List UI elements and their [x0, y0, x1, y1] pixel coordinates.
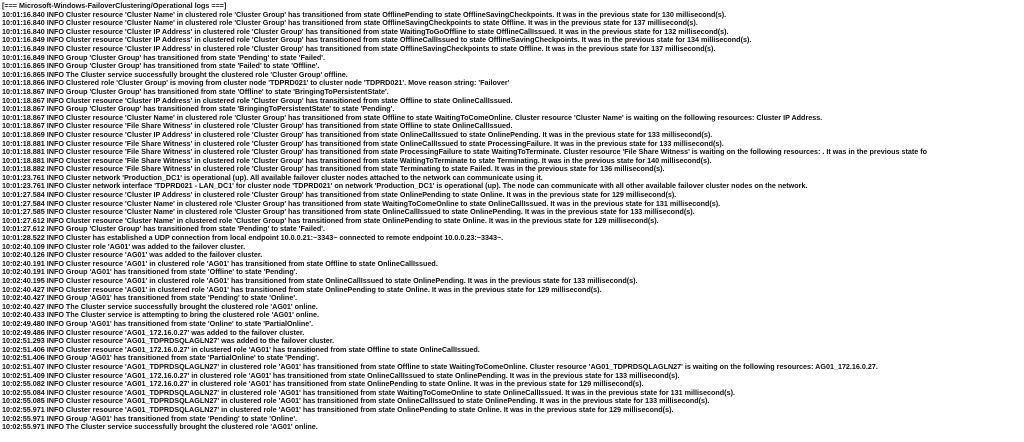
log-lines: [2, 11, 1020, 432]
log-line: 10:02:49.486 INFO Cluster resource 'AG01_172.16.0.27' was added to the failover cluster.: [2, 328, 305, 337]
log-line: 10:01:16.840 INFO Cluster resource 'Cluster Name' in clustered role 'Cluster Group' has transitioned from state OfflinePending to state OfflineSavingCheckpoints. It was in the previous state for 130 millisecond(s).: [2, 10, 727, 19]
log-line: 10:01:27.612 INFO Cluster resource 'Cluster Name' in clustered role 'Cluster Group' has transitioned from state OnlinePending to state Online. It was in the previous state for 129 millisecond(s).: [2, 216, 659, 225]
log-line: 10:01:27.584 INFO Cluster resource 'Cluster Name' in clustered role 'Cluster Group' has transitioned from state WaitingToComeOnline to state OnlineCallIssued. It was in the previous state for 131 millisecond(s).: [2, 199, 721, 208]
log-line: 10:01:18.882 INFO Cluster resource 'File Share Witness' in clustered role 'Cluster Group' has transitioned from state Terminating to state Failed. It was in the previous state for 136 millisecond(s).: [2, 165, 665, 174]
log-line: 10:02:55.082 INFO Cluster resource 'AG01_172.16.0.27' in clustered role 'AG01' has transitioned from state OnlinePending to state Online. It was in the previous state for 129 millisecond(s).: [2, 380, 644, 389]
log-line: 10:01:16.865 INFO The Cluster service successfully brought the clustered role 'Cluster Group' offline.: [2, 70, 348, 79]
log-line: 10:01:18.881 INFO Cluster resource 'File Share Witness' in clustered role 'Cluster Group' has transitioned from state WaitingToTerminate to state Terminating. It was in the previous state for 140 millisecond(s).: [2, 156, 712, 165]
log-line: 10:01:16.849 INFO Group 'Cluster Group' has transitioned from state 'Pending' to state 'Failed'.: [2, 53, 325, 62]
log-line: 10:01:16.849 INFO Cluster resource 'Cluster IP Address' in clustered role 'Cluster Group' has transitioned from state OfflineCallIssued to state OfflineSavingCheckpoints. It was in the previous state for 134 millisecond(s).: [2, 36, 752, 45]
log-line: 10:01:23.761 INFO Cluster network 'Production_DC1' is operational (up). All available failover cluster nodes attached to the network can communicate using it.: [2, 173, 543, 182]
log-line: 10:02:40.109 INFO Cluster role 'AG01' was added to the failover cluster.: [2, 242, 246, 251]
log-line: 10:02:51.409 INFO Cluster resource 'AG01_172.16.0.27' in clustered role 'AG01' has transitioned from state OnlineCallIssued to state OnlinePending. It was in the previous state for 133 millisecond(s).: [2, 371, 680, 380]
log-line: 10:02:51.407 INFO Cluster resource 'AG01_TDPRDSQLAGLN27' in clustered role 'AG01' has transitioned from state Offline to state WaitingToComeOnline. Cluster resource 'AG01_TDPRDSQLAGLN27' is waiting on the following resources: AG01_172.16.0.27.: [2, 362, 878, 371]
log-line: 10:02:40.195 INFO Cluster resource 'AG01' in clustered role 'AG01' has transitioned from state OnlineCallIssued to state OnlinePending. It was in the previous state for 133 millisecond(s).: [2, 277, 638, 285]
log-line: 10:01:27.584 INFO Cluster resource 'Cluster IP Address' in clustered role 'Cluster Group' has transitioned from state OnlinePending to state Online. It was in the previous state for 129 millisecond(s).: [2, 191, 677, 200]
log-line: 10:02:49.480 INFO Group 'AG01' has transitioned from state 'Online' to state 'PartialOnline'.: [2, 319, 314, 328]
log-header: [=== Microsoft-Windows-FailoverClustering/Operational logs ===]: [2, 2, 227, 10]
log-line: 10:01:16.849 INFO Cluster resource 'Cluster IP Address' in clustered role 'Cluster Group' has transitioned from state OfflineSavingCheckpoints to state Offline. It was in the previous state for 137 millisecond(s).: [2, 44, 716, 53]
log-line: 10:01:18.867 INFO Cluster resource 'File Share Witness' in clustered role 'Cluster Group' has transitioned from state Offline to state OnlineCallIssued.: [2, 122, 513, 131]
log-line: 10:01:18.867 INFO Group 'Cluster Group' has transitioned from state 'BringingToPersistentState' to state 'Pending'.: [2, 105, 395, 114]
log-line: 10:02:51.293 INFO Cluster resource 'AG01_TDPRDSQLAGLN27' was added to the failover cluster.: [2, 337, 335, 346]
log-line: 10:02:55.971 INFO The Cluster service successfully brought the clustered role 'AG01' online.: [2, 423, 318, 432]
log-line: 10:01:18.866 INFO Clustered role 'Cluster Group' is moving from cluster node 'TDPRD021' to cluster node 'TDPRD021'. Move reason string: 'Failover': [2, 79, 510, 88]
log-line: 10:01:18.881 INFO Cluster resource 'File Share Witness' in clustered role 'Cluster Group' has transitioned from state ProcessingFailure to state WaitingToTerminate. Cluster resource 'File Share Witness' is waiting on the following resources: . It was in the previous state fo: [2, 148, 928, 157]
log-line: 10:02:51.406 INFO Group 'AG01' has transitioned from state 'PartialOnline' to state 'Pending'.: [2, 354, 319, 363]
log-line: 10:02:55.971 INFO Cluster resource 'AG01_TDPRDSQLAGLN27' in clustered role 'AG01' has transitioned from state OnlinePending to state Online. It was in the previous state for 129 millisecond(s).: [2, 405, 674, 414]
log-line: 10:02:40.433 INFO The Cluster service is attempting to bring the clustered role 'AG01' online.: [2, 311, 319, 320]
log-line: 10:02:55.971 INFO Group 'AG01' has transitioned from state 'Pending' to state 'Online'.: [2, 414, 298, 423]
log-line: 10:01:27.612 INFO Group 'Cluster Group' has transitioned from state 'Pending' to state 'Failed'.: [2, 225, 325, 234]
log-line: 10:02:40.427 INFO The Cluster service successfully brought the clustered role 'AG01' online.: [2, 302, 318, 311]
log-line: 10:02:40.191 INFO Cluster resource 'AG01' in clustered role 'AG01' has transitioned from state Offline to state OnlineCallIssued.: [2, 259, 438, 268]
log-line: 10:01:23.761 INFO Cluster network interface 'TDPRD021 - LAN_DC1' for cluster node 'TDPRD021' on network 'Production_DC1' is operational (up). The node can communicate with all other available failover cluster nodes on the network.: [2, 182, 808, 191]
log-viewer: [2, 2, 1020, 440]
log-line: 10:02:40.427 INFO Cluster resource 'AG01' in clustered role 'AG01' has transitioned from state OnlinePending to state Online. It was in the previous state for 129 millisecond(s).: [2, 285, 602, 294]
log-line: 10:01:16.840 INFO Cluster resource 'Cluster Name' in clustered role 'Cluster Group' has transitioned from state OfflineSavingCheckpoints to state Offline. It was in the previous state for 137 millisecond(s).: [2, 19, 698, 28]
log-line: 10:01:18.867 INFO Cluster resource 'Cluster Name' in clustered role 'Cluster Group' has transitioned from state Offline to state WaitingToComeOnline. Cluster resource 'Cluster Name' is waiting on the following resources: Cluster IP Address.: [2, 113, 823, 122]
log-line: 10:01:28.522 INFO Cluster has established a UDP connection from local endpoint 10.0.0.21:~3343~ connected to remote endpoint 10.0.0.23:~3343~.: [2, 234, 504, 243]
log-line: 10:02:55.085 INFO Cluster resource 'AG01_TDPRDSQLAGLN27' in clustered role 'AG01' has transitioned from state OnlineCallIssued to state OnlinePending. It was in the previous state for 133 millisecond(s).: [2, 397, 710, 406]
log-line: 10:02:40.191 INFO Group 'AG01' has transitioned from state 'Offline' to state 'Pending'.: [2, 268, 298, 277]
log-line: 10:01:18.867 INFO Group 'Cluster Group' has transitioned from state 'Offline' to state 'BringingToPersistentState'.: [2, 87, 389, 96]
log-line: 10:01:18.867 INFO Cluster resource 'Cluster IP Address' in clustered role 'Cluster Group' has transitioned from state Offline to state OnlineCallIssued.: [2, 96, 513, 105]
log-line: 10:02:51.406 INFO Cluster resource 'AG01_172.16.0.27' in clustered role 'AG01' has transitioned from state Offline to state OnlineCallIssued.: [2, 345, 480, 354]
log-line: 10:02:40.427 INFO Group 'AG01' has transitioned from state 'Pending' to state 'Online'.: [2, 294, 298, 303]
log-line: 10:02:55.084 INFO Cluster resource 'AG01_TDPRDSQLAGLN27' in clustered role 'AG01' has transitioned from state WaitingToComeOnline to state OnlineCallIssued. It was in the previous state for 131 millisecond(s).: [2, 388, 735, 397]
log-line: 10:01:27.585 INFO Cluster resource 'Cluster Name' in clustered role 'Cluster Group' has transitioned from state OnlineCallIssued to state OnlinePending. It was in the previous state for 133 millisecond(s).: [2, 208, 695, 217]
log-line: 10:02:40.126 INFO Cluster resource 'AG01' was added to the failover cluster.: [2, 251, 263, 260]
log-line: 10:01:16.840 INFO Cluster resource 'Cluster IP Address' in clustered role 'Cluster Group' has transitioned from state WaitingToGoOffline to state OfflineCallIssued. It was in the previous state for 132 millisecond(s).: [2, 27, 729, 36]
log-line: 10:01:18.881 INFO Cluster resource 'File Share Witness' in clustered role 'Cluster Group' has transitioned from state OnlineCallIssued to state ProcessingFailure. It was in the previous state for 133 millisecond(s).: [2, 139, 724, 148]
log-line: 10:01:16.865 INFO Group 'Cluster Group' has transitioned from state 'Failed' to state 'Offline'.: [2, 62, 320, 71]
log-line: 10:01:18.869 INFO Cluster resource 'Cluster IP Address' in clustered role 'Cluster Group' has transitioned from state OnlineCallIssued to state OnlinePending. It was in the previous state for 133 millisecond(s).: [2, 130, 713, 139]
